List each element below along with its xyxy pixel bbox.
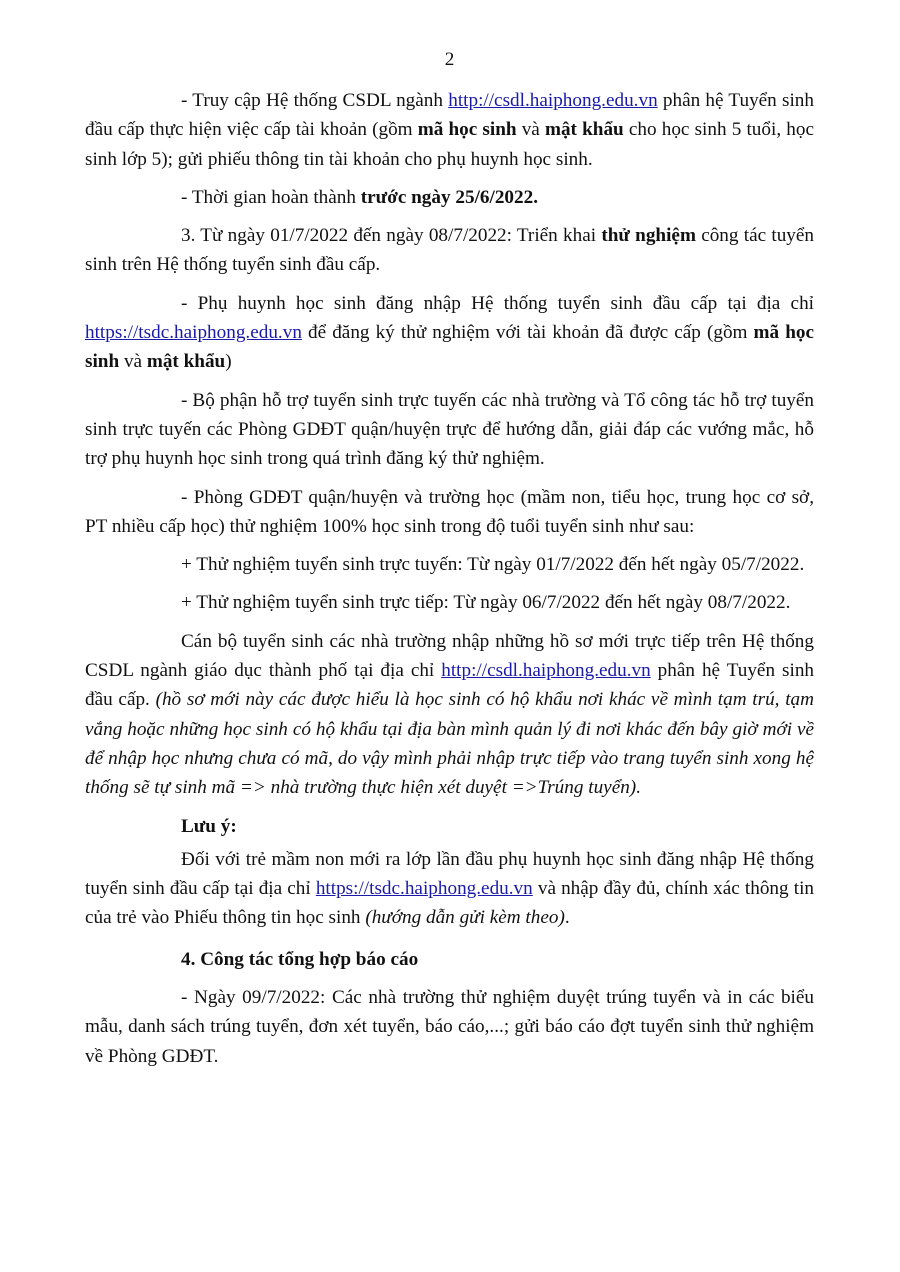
note-heading [85, 812, 814, 841]
text: để đăng ký thử nghiệm với tài khoản đã được cấp (gồm [301, 322, 754, 344]
paragraph-trial-scope: - Phòng GDĐT quận/huyện và trường học (mầm non, tiểu học, trung học cơ sở, PT nhiều cấp học) thử nghiệm 100% học sinh trong độ tuổi tuyển sinh như sau: [85, 486, 814, 537]
text: và [119, 351, 147, 373]
paragraph-support-team: - Bộ phận hỗ trợ tuyển sinh trực tuyến các nhà trường và Tổ công tác hỗ trợ tuyển sinh trực tuyến các Phòng GDĐT quận/huyện trực để hướng dẫn, giải đáp các vướng mắc, hỗ trợ phụ huynh học sinh trong quá trình đăng ký thử nghiệm. [85, 389, 814, 470]
italic-note: (hồ sơ mới này các được hiểu là học sinh có hộ khẩu nơi khác về mình tạm trú, tạm vắng hoặc những học sinh có hộ khẩu tại địa bàn mình quản lý đi nơi khác đến bây giờ mới về để nhập học nhưng chưa có mã, do vậy mình phải nhập trực tiếp vào trang tuyển sinh xong hệ thống sẽ tự sinh mã => nhà trường thực hiện xét duyệt =>Trúng tuyển). [85, 689, 814, 799]
tsdc-link[interactable]: https://tsdc.haiphong.edu.vn [315, 878, 533, 900]
text: và [516, 119, 545, 141]
bold-text: mật khẩu [544, 119, 624, 141]
bold-text: trước ngày 25/6/2022. [360, 186, 539, 208]
paragraph-preschool-note [85, 845, 814, 933]
document-page [85, 0, 814, 1071]
text: - Truy cập Hệ thống CSDL ngành [181, 90, 449, 111]
paragraph-online-trial: + Thử nghiệm tuyển sinh trực tuyến: Từ ngày 01/7/2022 đến hết ngày 05/7/2022. [181, 554, 805, 576]
text: và nhập đầy đủ, chính xác thông tin của trẻ vào Phiếu thông tin học sinh [85, 878, 814, 929]
text: Cán bộ tuyển sinh các nhà trường nhập những hồ sơ mới trực tiếp trên Hệ thống CSDL ngành giáo dục thành phố tại địa chỉ [85, 630, 814, 682]
bold-text: mã học sinh [85, 322, 814, 373]
text: - Phụ huynh học sinh đăng nhập Hệ thống tuyển sinh đầu cấp tại địa chỉ [181, 292, 814, 314]
text: - Thời gian hoàn thành [181, 186, 361, 208]
paragraph-deadline [85, 183, 814, 212]
tsdc-link[interactable]: https://tsdc.haiphong.edu.vn [85, 322, 302, 344]
page-number: 2 [444, 49, 455, 70]
text: 3. Từ ngày 01/7/2022 đến ngày 08/7/2022: Triển khai [181, 225, 602, 247]
csdl-link[interactable]: http://csdl.haiphong.edu.vn [448, 90, 658, 111]
bold-text: mã học sinh [417, 119, 517, 141]
paragraph-section-3 [85, 221, 814, 280]
bold-text: Lưu ý: [181, 815, 237, 837]
paragraph-reporting: - Ngày 09/7/2022: Các nhà trường thử nghiệm duyệt trúng tuyển và in các biểu mẫu, danh sách trúng tuyển, đơn xét tuyển, báo cáo,...; gửi báo cáo đợt tuyển sinh thử nghiệm về Phòng GDĐT. [85, 987, 814, 1067]
bold-text: mật khẩu [146, 351, 226, 373]
paragraph-direct-trial: + Thử nghiệm tuyển sinh trực tiếp: Từ ngày 06/7/2022 đến hết ngày 08/7/2022. [181, 592, 791, 614]
bold-text: thử nghiệm [601, 225, 696, 247]
csdl-link[interactable]: http://csdl.haiphong.edu.vn [441, 660, 651, 682]
text: phân hệ Tuyển sinh đầu cấp thực hiện việc cấp tài khoản (gồm [85, 90, 814, 141]
paragraph-account-issuance [85, 86, 814, 174]
paragraph-parent-login [85, 289, 814, 377]
paragraph-new-records [85, 627, 814, 803]
section-4-heading [85, 945, 814, 974]
bold-text: 4. Công tác tổng hợp báo cáo [181, 948, 419, 970]
text: Đối với trẻ mầm non mới ra lớp lần đầu phụ huynh học sinh đăng nhập Hệ thống tuyển sinh đầu cấp tại địa chỉ [85, 848, 814, 900]
text: ) [225, 351, 232, 373]
text: phân hệ Tuyển sinh đầu cấp. [85, 660, 815, 711]
text: . [564, 907, 570, 929]
text: cho học sinh 5 tuổi, học sinh lớp 5); gửi phiếu thông tin tài khoản cho phụ huynh học sinh. [85, 119, 814, 170]
text: công tác tuyển sinh trên Hệ thống tuyển sinh đầu cấp. [85, 225, 815, 276]
italic-note: (hướng dẫn gửi kèm theo) [365, 907, 565, 929]
